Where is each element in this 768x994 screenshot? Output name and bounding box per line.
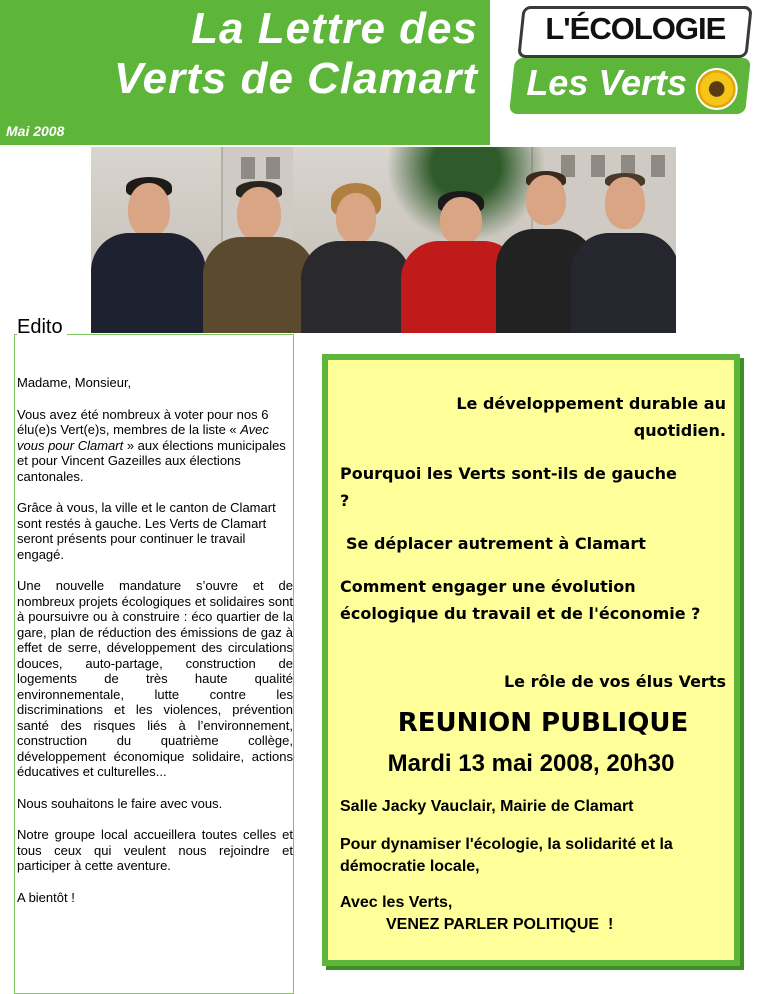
person-1 [91, 163, 206, 333]
group-photo [91, 147, 676, 333]
newsletter-title [8, 4, 478, 104]
edito-paragraph-1: Vous avez été nombreux à voter pour nos 6 élu(e)s Vert(e)s, membres de la liste « Avec vous pour Clamart » aux élections municipales et pour Vincent Gazeilles aux élections cantonales. [17, 406, 286, 484]
edito-paragraph-2: Grâce à vous, la ville et le canton de Clamart sont restés à gauche. Les Verts de Clamart seront présents pour continuer le travail engagé. [17, 500, 276, 562]
logo-top-panel [517, 6, 752, 58]
sunflower-icon [696, 68, 738, 110]
edito-heading: Edito [17, 314, 67, 339]
logo-bottom-panel [509, 58, 751, 114]
logo-ecologie-text: L'ÉCOLOGIE [545, 11, 726, 46]
edito-paragraph-5: Notre groupe local accueillera toutes celles et tous ceux qui veulent nous rejoindre et participer à cette aventure. [17, 827, 293, 873]
meeting-date: Mardi 13 mai 2008, 20h30 [387, 750, 675, 777]
topic-ecological-economy: Comment engager une évolution écologique du travail et de l'économie ? [340, 577, 701, 623]
title-line-2: Verts de Clamart [113, 54, 478, 103]
person-6 [571, 173, 676, 333]
meeting-purpose: Pour dynamiser l'écologie, la solidarité et la démocratie locale, [340, 836, 673, 875]
header-band [0, 0, 490, 145]
window [241, 157, 255, 179]
with-les-verts: Avec les Verts, [340, 894, 453, 911]
topic-left-wing: Pourquoi les Verts sont-ils de gauche ? [340, 464, 677, 510]
topic-transport: Se déplacer autrement à Clamart [346, 534, 646, 553]
title-line-1: La Lettre des [191, 4, 478, 53]
person-2 [203, 181, 315, 333]
topic-elected-officials: Le rôle de vos élus Verts [503, 672, 726, 691]
public-meeting-heading: REUNION PUBLIQUE [397, 708, 689, 738]
person-3 [301, 183, 411, 333]
edito-paragraph-3: Une nouvelle mandature s’ouvre et de nombreux projets écologiques et solidaires sont à poursuivre ou à construire : éco quartier de la gare, plan de réduction des émissions de gaz à effet de serre, développement des circulations douces, auto-partage, construction de logements de très haute qualité environnementale, lutte contre les discriminations et les violences, prévention santé des risques liés à l’environnement, construction du quatrième collège, développement économique solidaire, actions éducatives et culturelles... [17, 578, 293, 779]
les-verts-logo [512, 6, 756, 116]
topic-sustainable-development: Le développement durable au quotidien. [456, 394, 726, 440]
window [266, 157, 280, 179]
call-to-action: VENEZ PARLER POLITIQUE ! [386, 916, 614, 933]
meeting-location: Salle Jacky Vauclair, Mairie de Clamart [340, 798, 634, 815]
edito-signoff: A bientôt ! [17, 889, 75, 905]
edito-paragraph-4: Nous souhaitons le faire avec vous. [17, 795, 223, 811]
issue-date: Mai 2008 [6, 123, 65, 139]
edito-salutation: Madame, Monsieur, [17, 375, 132, 390]
logo-les-verts-text: Les Verts [526, 62, 688, 103]
edito-text [17, 375, 293, 921]
meeting-announcement-box [322, 354, 740, 966]
